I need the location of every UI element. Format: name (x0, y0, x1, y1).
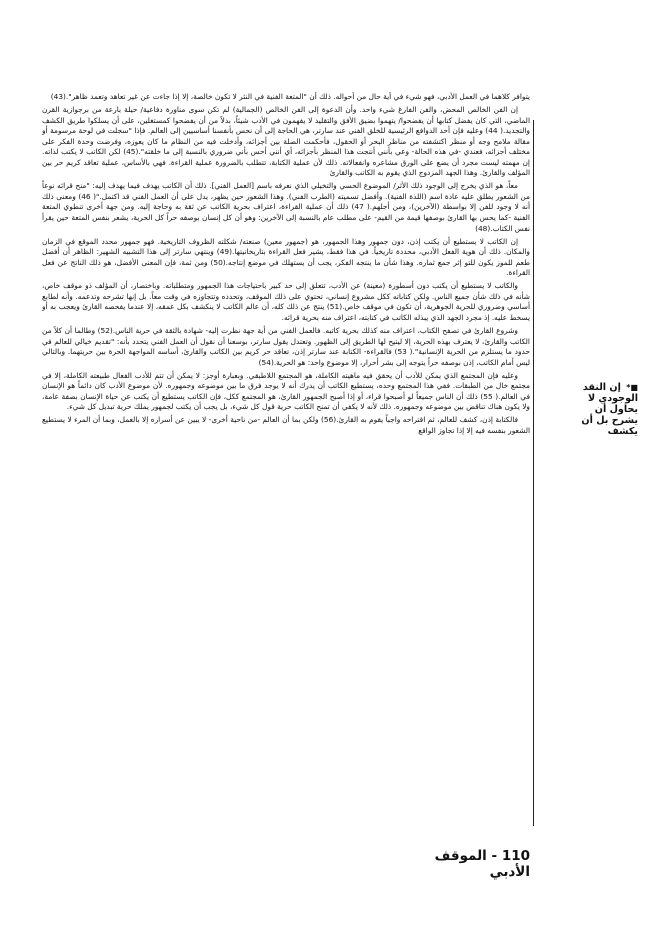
article-paragraph: وشروع القارئ في تصفح الكتاب، اعتراف منه كذلك بحرية كاتبه. فالعمل الفني من أية جهة نظرت إليه- شهادة بالثقة في حرية الناس.(52) وطالما أن كلاً من الكاتب والقارئ، لا يعترف بهذه الحرية، إلا ليتيح لها الطريق إلى الظهور. وتعتدل يقول سارتر، بوسعنا أن نقول أن العمل الفني يتحدد بأنه: "تقديم خيالي للعالم في حدود ما يستلزم من الحرية الإنسانية".( 53) فالقراءة- الكتابة عند سارتر إذن، تعاقد حر كريم بين الكاتب والقارئ، أساسه المواجهة الحرة بين حريتهما. وبالتالي ليس أمام الكاتب، إذن بوصفه حراً يتوجه إلى بشر أحرار، إلا موضوع واحد: هو الحرية.(54) (42, 325, 530, 367)
article-paragraph: إن الكاتب لا يستطيع أن يكتب إذن، دون جمهور وهذا الجمهور، هو (جمهور معين) صنعته/ شكلته الظروف التاريخية. فهو جمهور محدد الموقع في الزمان والمكان. ذلك أن هوية الفعل الأدبي، محددة تاريخياً. في هذا فقط، يشير فعل القراءة بتاريخانيتها.(49) وينتهي سارتر إلى هذا التشبيه الشهير: الظاهر أن أفضل طعم للموز يكون للتو إثر جمع ثماره. وهذا شأن ما ينتجه الفكر، يجب أن يستهلك في موضع إنتاجه.(50) ومن ثمة، فإن المعنى الأفضل، هو ذلك الناتج عن فعل القراءة. (42, 236, 530, 278)
article-paragraph: والكاتب لا يستطيع أن يكتب دون أسطورة (معينة) عن الأدب، تتعلق إلى حد كبير باحتياجات هذا الجمهور ومتطلباته. وباختصار، أن المؤلف ذو موقف خاص، شأنه في ذلك شأن جميع الناس. ولكن كتاباته ككل مشروع إنساني، تحتوي على ذلك الموقف، وتحدده وتتجاوزه في وقت معاً. بل إنها تشرحه وتدعمه. وأنه لطابع أساسي وضروري للحرية الجوهرية، أن تكون في موقف خاص.(51) ينتج عن ذلك كله، أن عالم الكاتب لا ينكشف بكل عمقه، إلا عندما يفحصه القارئ ويعجب به أو يسخط عليه. إذ مجرد الجهد الذي يبذله الكاتب في كتابته، اعتراف منه بحرية قرائه. (42, 281, 530, 322)
square-bullet-icon: ■* (626, 383, 638, 392)
column-divider (533, 120, 534, 826)
article-paragraph: وعليه فإن المجتمع الذي يمكن للأدب أن يحقق فيه ماهيته الكاملة، هو المجتمع اللاطبقي. وبعبارة أوجز: لا يمكن أن تتم للأدب الفعال طبيعته الكاملة، إلا في مجتمع خال من الطبقات. ففي هذا المجتمع وحده، يستطيع الكاتب أن يدرك أنه لا يوجد فرق ما بين موضوعه وجمهوره. لأن موضوع الأدب كان دائماً هو الإنسان في العالم.( 55) ذلك أن الناس جميعاً لو أصبحوا قراء، أو إذا أصبح الجمهور القارئ، هو المجتمع ككل، فإن الكاتب يستطيع أن يكتب عن حياة الإنسان بصفة عامة، ولا يكون هناك تناقض بين موضوعه وجمهوره. ذلك لأنه لا يكفي أن تمنح الكاتب حرية قول كل شيء، بل يجب أن يكتب لجمهور يملك حرية تبديل كل شيء. (42, 370, 530, 412)
article-paragraph: يتوافر كلاهما في العمل الأدبي، فهو شيء في أية حال من أحواله. ذلك أن "المتعة الفنية في النثر لا تكون خالصة، إلا إذا جاءت عن غير تعاهد وتعمد ظاهر".(43) (50, 92, 530, 101)
article-body (42, 92, 530, 830)
article-paragraph: فالكتابة إذن، كشف للعالم، ثم اقتراحه واجباً يقوم به القارئ.(56) ولكن بما أن العالم -من ناحية أخرى- لا يبين عن أسراره إلا بالعمل، وبما أن المرء لا يستطيع الشعور بنفسه فيه إلا إذا تجاوز الواقع (42, 415, 530, 435)
pull-quote (566, 382, 638, 437)
article-paragraph: إن الفن الخالص المحض، والفن الفارغ شيء واحد. وأن الدعوة إلى الفن الخالص (الجمالية) لم تكن سوى مناورة دفاعية/ حيلة بارعة من برجوازية القرن الماضي، التي كان يفضل كتابها أن يفضحوا/ يتهموا بضيق الأفق والتقليد لا يفهمون في الأدب شيئاً، بدلاً من أن يفضحوا كمستغلين، على أن يسلكوا طريق الكشف والتجديد.( 44) وعليه فإن أحد الدوافع الرئيسية للخلق الفني عند سارتر، هي الحاجة إلى أن نحس بأنفسنا أساسيين إلى العالم. فإذا "سجلت في لوحة مرسومة أو مقالة ملامح وجه أو منظر اكتشفته من مناظر البحر أو الحقول، فأحكمت الصلة بين أجزائه، وأدخلت فيه من النظام ما كان يعوزه، وفرضت وحدة الفكر على مختلف أجزائه، فعندي -في هذه الحالة- وعي بأنني أنتجت هذا المنظر بأجزائه، أي أنني أحس بأني ضروري بالنسبة إلى ما خلقته".(45) لكن الكاتب لا يكتب لذاته. إن مهمته ليست مجرد أن يضع على الورق مشاعره وانفعالاته. ذلك لأن عملية الكتابة، تتطلب بالضرورة عملية القراءة. فهي بالأساس، عملية تعاقد كريم حر بين المؤلف والقارئ. وهذا الجهد المزدوج الذي يقوم به الكاتب والقارئ (42, 105, 530, 178)
page-footer: 110 - الموقف الأدبي (434, 848, 530, 880)
pull-quote-text: إن النقد الوجودي لا يحاول أن يشرح بل أن يكشف (581, 382, 638, 437)
article-paragraph: معاً، هو الذي يخرج إلى الوجود ذلك الأثر/ الموضوع الحسي والتخيلي الذي نعرفه باسم [العمل الفني]. ذلك أن الكاتب يهدف فيما يهدف إليه: "منح قرائه نوعاً من الشعور يطلق عليه عادة اسم (اللذة الفنية). وأفضل تسميته (الطرب الفني). وهذا الشعور حين يظهر، يدل على أن العمل الفني قد اكتمل."( 46) ومعنى ذلك أنه لا وجود للفن إلا بواسطة (الآخرين)، ومن أجلهم.( 47) ذلك أن عملية القراءة، اعتراف بحرية الكاتب عن ثقة به وحاجة إليه. ومن جهة أخرى تنطوي المتعة الفنية -كما يحس بها القارئ بوصفها قيمة من القيم- على مطلب عام بالنسبة إلى الآخرين: وهو أن كل إنسان بوصفه حراً كل الحرية، يشعر بنفس المتعة حين يقرأ نفس الكتاب.(48) (42, 181, 530, 233)
